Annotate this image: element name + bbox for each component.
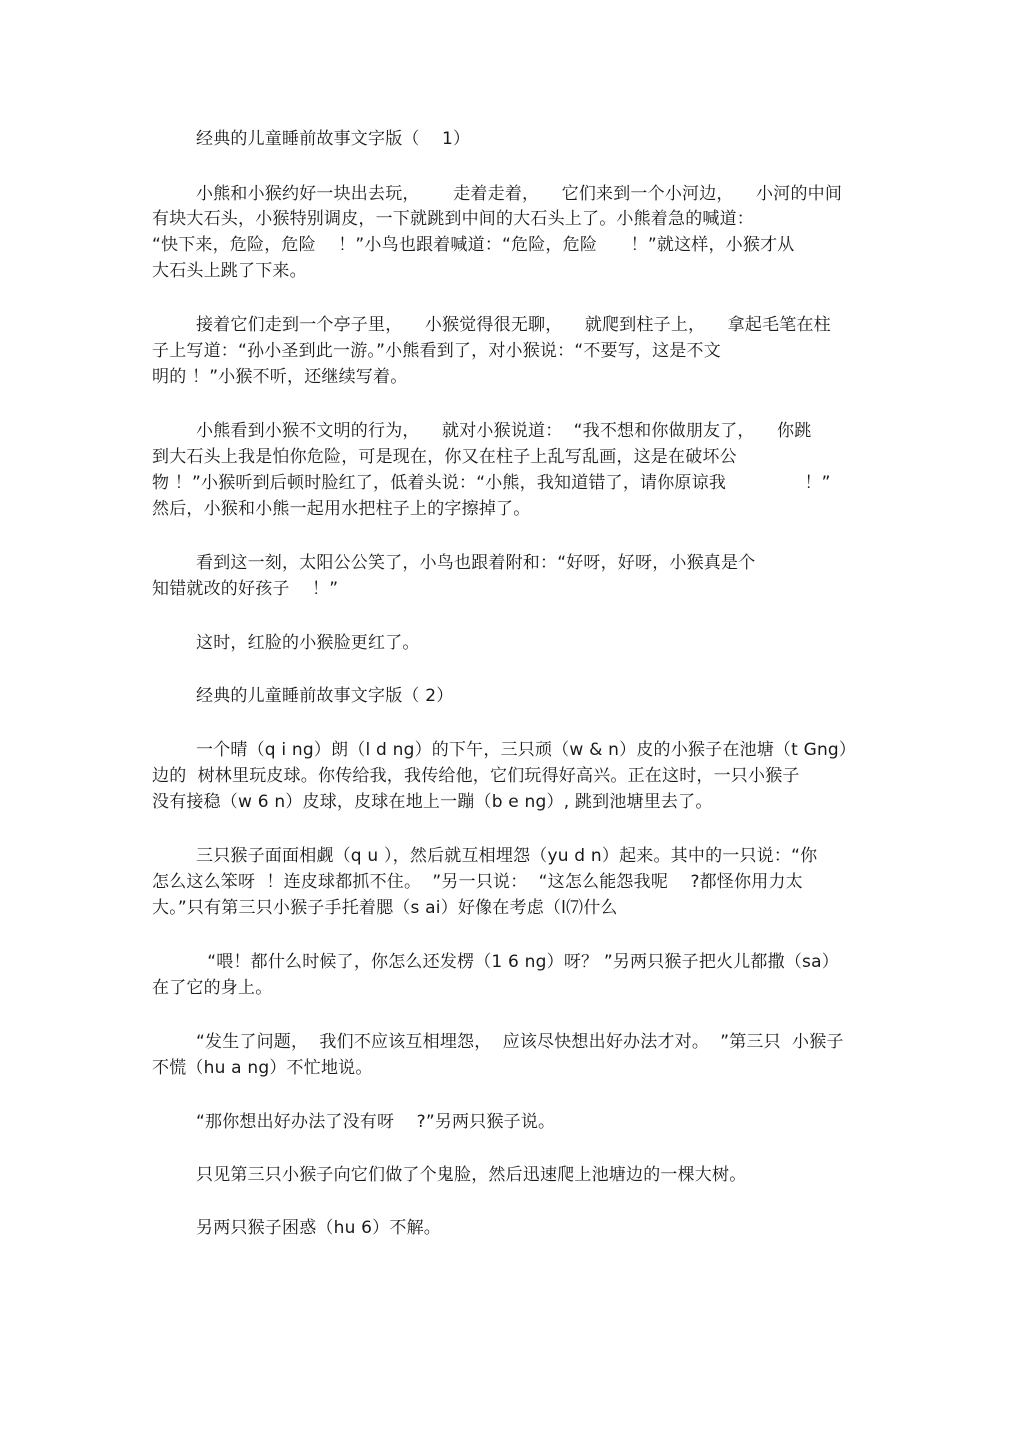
paragraph-line: 物 ！”小猴听到后顿时脸红了，低着头说：“小熊，我知道错了，请你原谅我 ！” <box>152 473 831 493</box>
paragraph-line: 没有接稳（w 6 n）皮球，皮球在地上一蹦（b e ng）, 跳到池塘里去了。 <box>152 792 713 812</box>
paragraph-line: “发生了问题， 我们不应该互相埋怨， 应该尽快想出好办法才对。 ”第三只 小猴子 <box>196 1032 844 1052</box>
paragraph-line: 小熊和小猴约好一块出去玩， 走着走着， 它们来到一个小河边， 小河的中间 <box>196 184 843 204</box>
paragraph-line: 怎么这么笨呀 ！连皮球都抓不住。 ”另一只说： “这怎么能怨我呢 ?都怪你用力太 <box>152 872 803 892</box>
paragraph-line: 子上写道：“孙小圣到此一游。”小熊看到了，对小猴说：“不要写，这是不文 <box>152 341 721 361</box>
paragraph-line: 到大石头上我是怕你危险，可是现在，你又在柱子上乱写乱画，这是在破坏公 <box>152 447 737 467</box>
story-2-title: 经典的儿童睡前故事文字版（ 2） <box>196 686 454 706</box>
paragraph-line: 只见第三只小猴子向它们做了个鬼脸，然后迅速爬上池塘边的一棵大树。 <box>196 1165 747 1185</box>
paragraph-line: “那你想出好办法了没有呀 ?”另两只猴子说。 <box>196 1112 556 1132</box>
paragraph-line: 三只猴子面面相觑（q u ），然后就互相埋怨（yu d n）起来。其中的一只说：“你 <box>196 846 818 866</box>
paragraph-line: 然后，小猴和小熊一起用水把柱子上的字擦掉了。 <box>152 499 531 519</box>
paragraph-line: 这时，红脸的小猴脸更红了。 <box>196 633 420 653</box>
paragraph-line: 明的 ！”小猴不听，还继续写着。 <box>152 367 408 387</box>
paragraph-line: 有块大石头，小猴特别调皮，一下就跳到中间的大石头上了。小熊着急的喊道： <box>152 209 754 229</box>
paragraph-line: 不慌（hu a ng）不忙地说。 <box>152 1058 373 1078</box>
paragraph-line: 看到这一刻，太阳公公笑了，小鸟也跟着附和：“好呀，好呀，小猴真是个 <box>196 553 756 573</box>
paragraph-line: 接着它们走到一个亭子里， 小猴觉得很无聊， 就爬到柱子上， 拿起毛笔在柱 <box>196 315 831 335</box>
paragraph-line: 知错就改的好孩子 ！” <box>152 579 339 599</box>
paragraph-line: 小熊看到小猴不文明的行为， 就对小猴说道： “我不想和你做朋友了， 你跳 <box>196 421 812 441</box>
paragraph-line: “快下来，危险，危险 ！”小鸟也跟着喊道：“危险，危险 ！”就这样，小猴才从 <box>152 235 795 255</box>
story-1-title: 经典的儿童睡前故事文字版（ 1） <box>196 129 471 149</box>
paragraph-line: 大。”只有第三只小猴子手托着腮（s ai）好像在考虑（l⑺什么 <box>152 898 618 918</box>
paragraph-line: 边的 树林里玩皮球。你传给我，我传给他，它们玩得好高兴。正在这时，一只小猴子 <box>152 766 800 786</box>
paragraph-line: 在了它的身上。 <box>152 978 273 998</box>
paragraph-line: “喂！都什么时候了，你怎么还发楞（1 6 ng）呀？ ”另两只猴子把火儿都撒（sa） <box>196 952 839 972</box>
paragraph-line: 另两只猴子困惑（hu 6）不解。 <box>196 1218 441 1238</box>
paragraph-line: 大石头上跳了下来。 <box>152 261 307 281</box>
paragraph-line: 一个晴（q i ng）朗（l d ng）的下午，三只顽（w & n）皮的小猴子在池塘（t Gng） <box>196 740 857 760</box>
